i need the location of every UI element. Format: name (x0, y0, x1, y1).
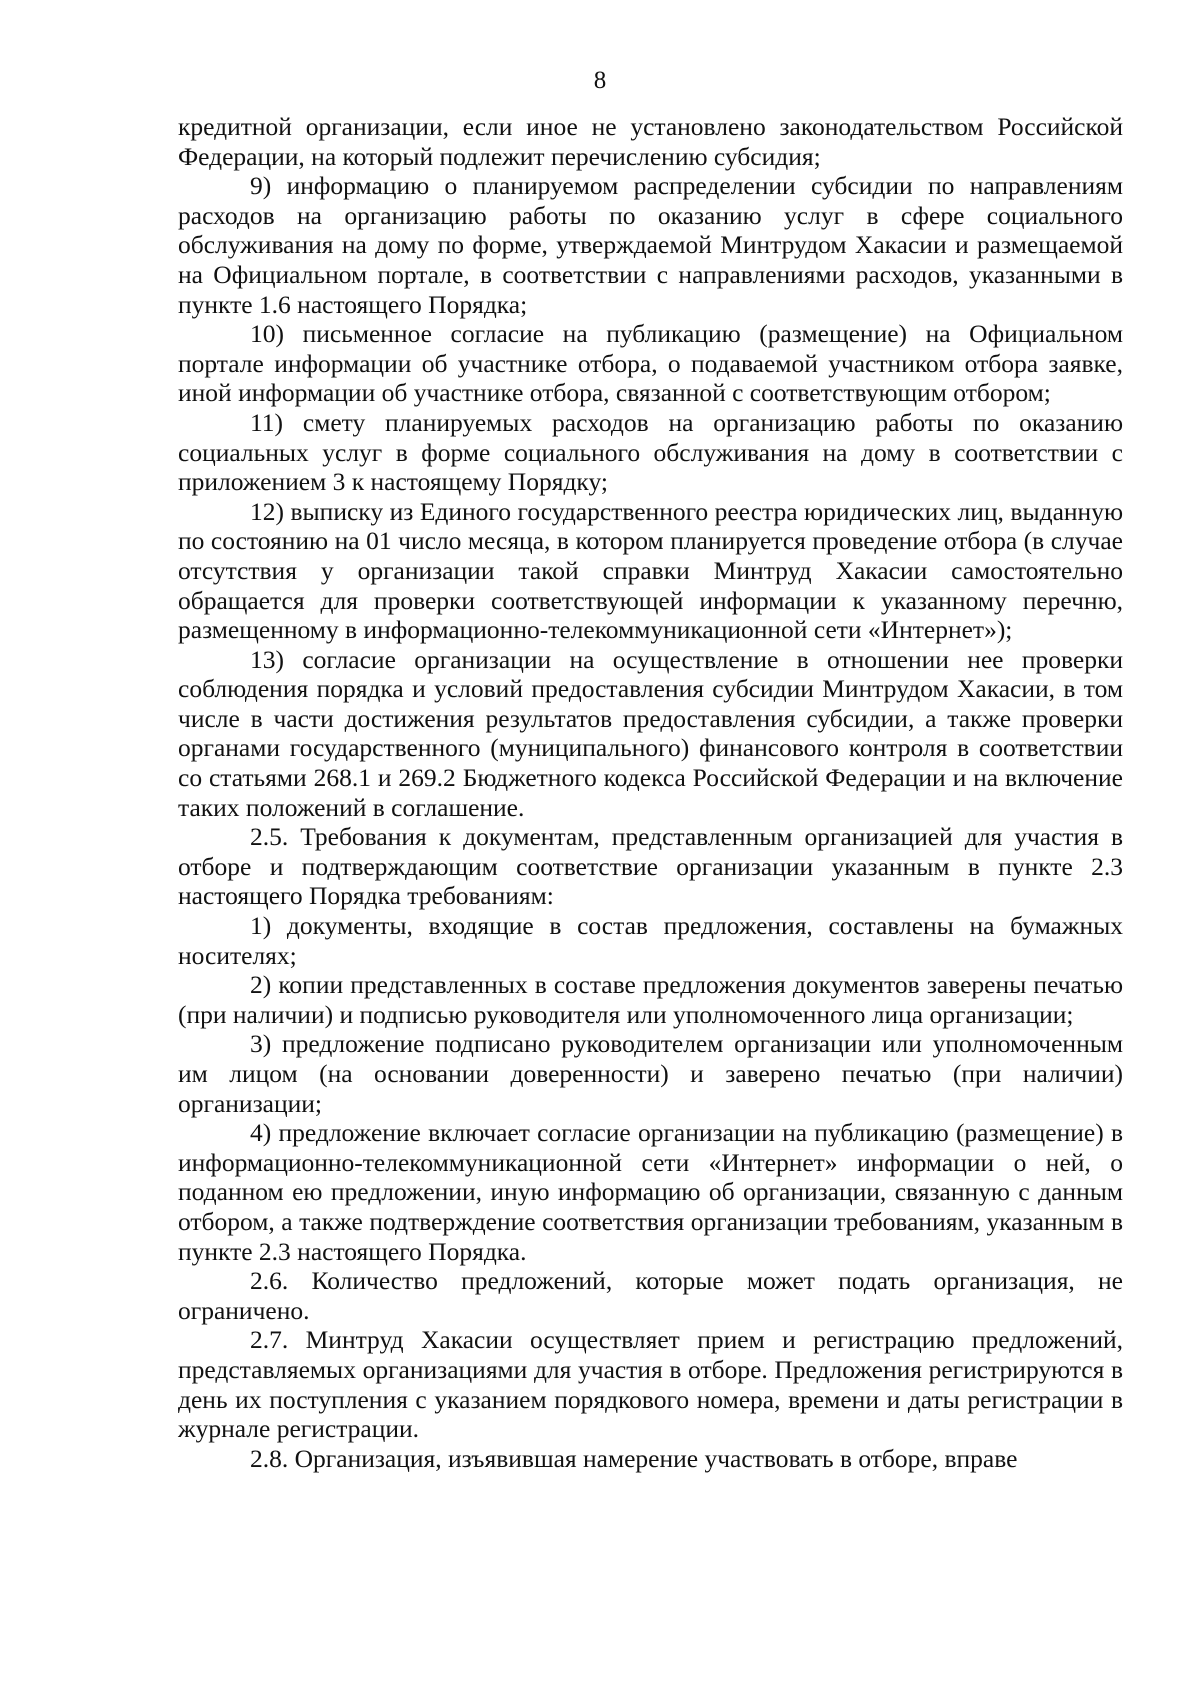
paragraph-item-11: 11) смету планируемых расходов на организацию работы по оказанию социальных услуг в форме социального обслуживания на дому в соответствии с приложением 3 к настоящему Порядку; (178, 407, 1123, 497)
paragraph-2-5-item-3: 3) предложение подписано руководителем организации или уполномоченным им лицом (на основании доверенности) и заверено печатью (при наличии) организации; (178, 1029, 1123, 1118)
paragraph-2-5-item-4: 4) предложение включает согласие организации на публикацию (размещение) в информационно-телекоммуникационной сети «Интернет» информации о ней, о поданном ею предложении, иную информацию об организации, связанную с данным отбором, а также подтверждение соответствия организации требованиям, указанным в пункте 2.3 настоящего Порядка. (178, 1118, 1123, 1266)
paragraph-item-10: 10) письменное согласие на публикацию (размещение) на Официальном портале информации об участнике отбора, о подаваемой участником отбора заявке, иной информации об участнике отбора, связанной с соответствующим отбором; (178, 319, 1123, 408)
paragraph-section-2-7: 2.7. Минтруд Хакасии осуществляет прием и регистрацию предложений, представляемых организациями для участия в отборе. Предложения регистрируются в день их поступления с указанием порядкового номера, времени и даты регистрации в журнале регистрации. (178, 1325, 1123, 1444)
paragraph-continuation: кредитной организации, если иное не установлено законодательством Российской Федерации, на который подлежит перечислению субсидия; (178, 112, 1123, 171)
paragraph-2-5-item-2: 2) копии представленных в составе предложения документов заверены печатью (при наличии) и подписью руководителя или уполномоченного лица организации; (178, 970, 1123, 1029)
paragraph-section-2-8: 2.8. Организация, изъявившая намерение участвовать в отборе, вправе (250, 1443, 1018, 1473)
paragraph-section-2-6: 2.6. Количество предложений, которые может подать организация, не ограничено. (178, 1266, 1123, 1325)
document-body (178, 112, 1123, 1473)
page-number: 8 (593, 67, 607, 94)
paragraph-item-9: 9) информацию о планируемом распределении субсидии по направлениям расходов на организацию работы по оказанию услуг в сфере социального обслуживания на дому по форме, утверждаемой Минтрудом Хакасии и размещаемой на Официальном портале, в соответствии с направлениями расходов, указанными в пункте 1.6 настоящего Порядка; (178, 171, 1123, 319)
paragraph-item-12: 12) выписку из Единого государственного реестра юридических лиц, выданную по состоянию на 01 число месяца, в котором планируется проведение отбора (в случае отсутствия у организации такой справки Минтруд Хакасии самостоятельно обращается для проверки соответствующей информации к указанному перечню, размещенному в информационно-телекоммуникационной сети «Интернет»); (178, 496, 1123, 645)
paragraph-2-5-item-1: 1) документы, входящие в состав предложения, составлены на бумажных носителях; (178, 911, 1123, 970)
paragraph-item-13: 13) согласие организации на осуществление в отношении нее проверки соблюдения порядка и условий предоставления субсидии Минтрудом Хакасии, в том числе в части достижения результатов предоставления субсидии, а также проверки органами государственного (муниципального) финансового контроля в соответствии со статьями 268.1 и 269.2 Бюджетного кодекса Российской Федерации и на включение таких положений в соглашение. (178, 644, 1123, 822)
paragraph-section-2-5: 2.5. Требования к документам, представленным организацией для участия в отборе и подтверждающим соответствие организации указанным в пункте 2.3 настоящего Порядка требованиям: (178, 822, 1123, 911)
